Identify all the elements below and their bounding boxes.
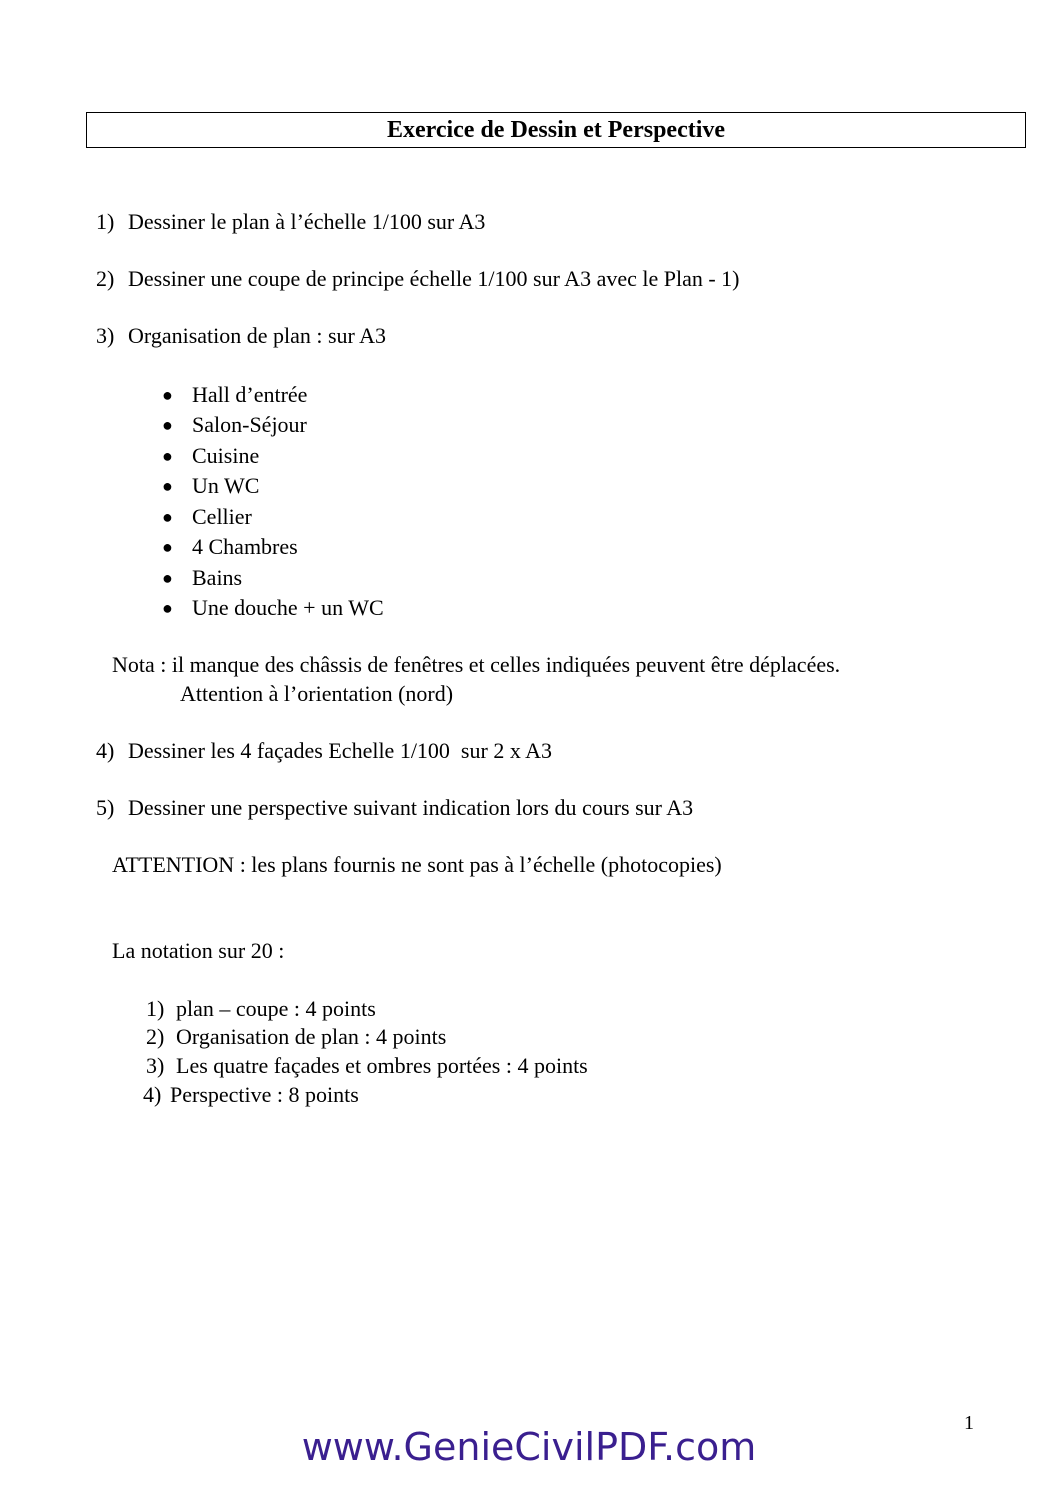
bullet-icon: ● [162, 507, 173, 527]
item-4-number: 4) [96, 738, 115, 763]
notation-2-text: Organisation de plan : 4 points [176, 1024, 447, 1049]
room-item: Hall d’entrée [192, 382, 308, 407]
notation-4-number: 4) [143, 1082, 162, 1107]
notation-4-text: Perspective : 8 points [170, 1082, 359, 1107]
item-1-text: Dessiner le plan à l’échelle 1/100 sur A3 [128, 209, 486, 234]
room-item: Bains [192, 565, 243, 590]
room-item: Cellier [192, 504, 252, 529]
item-3-text: Organisation de plan : sur A3 [128, 323, 387, 348]
item-5-number: 5) [96, 795, 115, 820]
room-item: Salon-Séjour [192, 412, 307, 437]
page-number: 1 [964, 1412, 974, 1434]
notation-3-number: 3) [146, 1053, 165, 1078]
bullet-icon: ● [162, 598, 173, 618]
website-link[interactable]: www.GenieCivilPDF.com [301, 1425, 757, 1469]
notation-3-text: Les quatre façades et ombres portées : 4 points [176, 1053, 588, 1078]
item-5-text: Dessiner une perspective suivant indication lors du cours sur A3 [128, 795, 694, 820]
attention-note: ATTENTION : les plans fournis ne sont pas à l’échelle (photocopies) [112, 852, 722, 877]
bullet-icon: ● [162, 385, 173, 405]
document-title: Exercice de Dessin et Perspective [386, 117, 726, 143]
bullet-icon: ● [162, 537, 173, 557]
bullet-icon: ● [162, 415, 173, 435]
room-item: Un WC [192, 473, 260, 498]
notation-1-number: 1) [146, 996, 165, 1021]
item-2-number: 2) [96, 266, 115, 291]
bullet-icon: ● [162, 446, 173, 466]
room-item: Cuisine [192, 443, 260, 468]
notation-2-number: 2) [146, 1024, 165, 1049]
nota-line-2: Attention à l’orientation (nord) [180, 681, 454, 706]
bullet-icon: ● [162, 568, 173, 588]
bullet-icon: ● [162, 476, 173, 496]
nota-line-1: Nota : il manque des châssis de fenêtres et celles indiquées peuvent être déplacées. [112, 652, 841, 677]
item-2-text: Dessiner une coupe de principe échelle 1/100 sur A3 avec le Plan - 1) [128, 266, 740, 291]
room-item: 4 Chambres [192, 534, 298, 559]
item-1-number: 1) [96, 209, 115, 234]
notation-heading: La notation sur 20 : [112, 938, 285, 963]
title-box [86, 112, 1026, 148]
item-4-text: Dessiner les 4 façades Echelle 1/100 sur 2 x A3 [128, 738, 552, 763]
room-item: Une douche + un WC [192, 595, 384, 620]
notation-1-text: plan – coupe : 4 points [176, 996, 376, 1021]
item-3-number: 3) [96, 323, 115, 348]
